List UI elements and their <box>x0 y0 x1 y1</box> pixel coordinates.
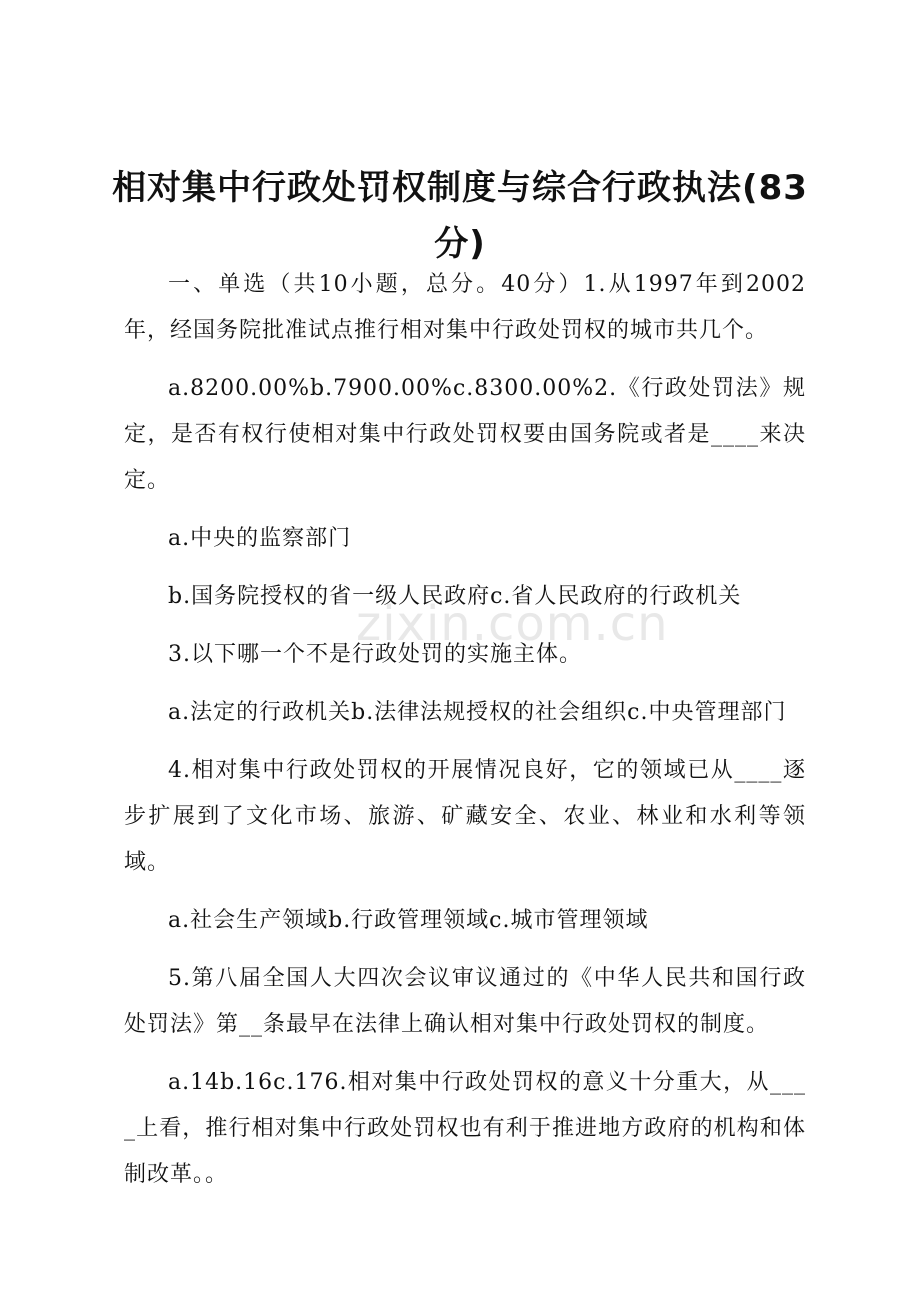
paragraph-8: a.社会生产领域b.行政管理领域c.城市管理领域 <box>168 908 649 933</box>
document-title: 相对集中行政处罚权制度与综合行政执法(83分) <box>112 168 808 264</box>
paragraph-10: a.14b.16c.176.相对集中行政处罚权的意义十分重大，从____上看，推行相对集中行政处罚权也有利于推进地方政府的机构和体制改革。。 <box>124 1070 806 1187</box>
paragraph-7: 4.相对集中行政处罚权的开展情况良好，它的领域已从____逐步扩展到了文化市场、旅游、矿藏安全、农业、林业和水利等领域。 <box>124 758 806 875</box>
paragraph-4: b.国务院授权的省一级人民政府c.省人民政府的行政机关 <box>168 584 742 609</box>
paragraph-3: a.中央的监察部门 <box>168 526 352 551</box>
paragraph-1: 一、单选（共10小题，总分。40分）1.从1997年到2002年，经国务院批准试点推行相对集中行政处罚权的城市共几个。 <box>124 272 806 343</box>
paragraph-5: 3.以下哪一个不是行政处罚的实施主体。 <box>168 642 582 667</box>
document-body <box>124 262 806 1210</box>
paragraph-2: a.8200.00%b.7900.00%c.8300.00%2.《行政处罚法》规定，是否有权行使相对集中行政处罚权要由国务院或者是____来决定。 <box>124 376 806 493</box>
paragraph-9: 5.第八届全国人大四次会议审议通过的《中华人民共和国行政处罚法》第__条最早在法律上确认相对集中行政处罚权的制度。 <box>124 966 806 1037</box>
paragraph-6: a.法定的行政机关b.法律法规授权的社会组织c.中央管理部门 <box>168 700 787 725</box>
watermark-text: zixin.com.cn <box>356 596 669 652</box>
